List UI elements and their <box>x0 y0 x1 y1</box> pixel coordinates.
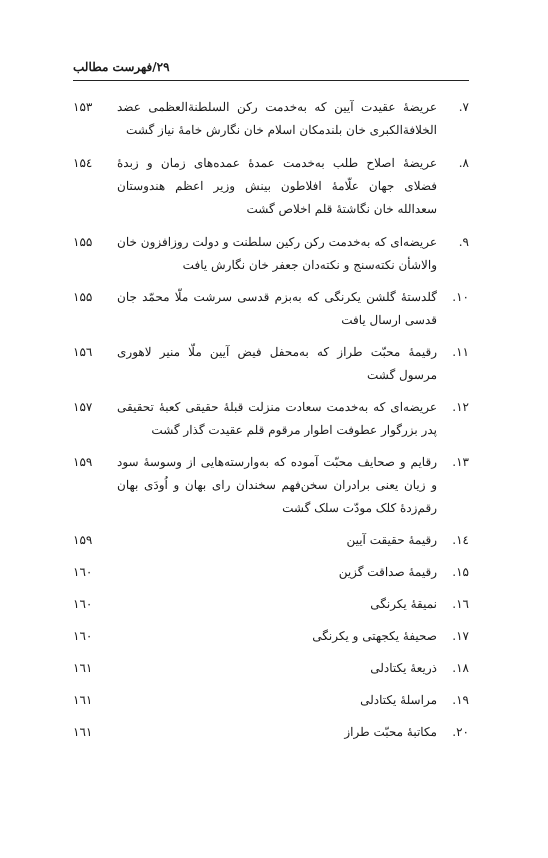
entry-number: ۲۰. <box>452 725 469 739</box>
toc-entry <box>73 286 469 332</box>
entry-page: ۱۵۵ <box>73 290 93 304</box>
toc-entry <box>73 96 469 142</box>
entry-page: ۱٦۱ <box>73 693 93 707</box>
entry-page: ۱۵۹ <box>73 533 93 547</box>
entry-number: ۸. <box>458 156 469 170</box>
toc-entry <box>73 689 469 712</box>
entry-number: ۱٦. <box>452 597 469 611</box>
entry-title: رقیمهٔ صداقت گزین <box>338 565 437 579</box>
entry-page: ۱٦۱ <box>73 725 93 739</box>
entry-number: ۱۹. <box>452 693 469 707</box>
toc-entry <box>73 593 469 616</box>
toc-entry <box>73 152 469 221</box>
entry-title: ذریعهٔ یکتادلی <box>370 661 437 675</box>
entry-title: گلدستهٔ گلشن یکرنگی که به‌بزم قدسی سرشت ملّا محمّد جان قدسی ارسال یافت <box>117 290 437 327</box>
entry-page: ۱۵۷ <box>73 400 93 414</box>
entry-page: ۱۵٦ <box>73 345 93 359</box>
entry-title: مکاتبهٔ محبّت طراز <box>344 725 437 739</box>
toc-entry <box>73 451 469 520</box>
running-head: ۲۹/فهرست مطالب <box>73 60 170 74</box>
entry-title: عریضه‌ای که به‌خدمت سعادت منزلت قبلهٔ حقیقی کعبهٔ تحقیقی پدر بزرگوار عطوفت اطوار مرقوم قلم عقیدت گذار گشت <box>117 400 437 437</box>
entry-title: عریضه‌ای که به‌خدمت رکن رکین سلطنت و دولت روزافزون خان والاشأن نکته‌سنج و نکته‌دان جعفر خان نگارش یافت <box>117 235 437 272</box>
entry-page: ۱٦۰ <box>73 597 93 611</box>
entry-number: ۱۲. <box>452 400 469 414</box>
page-header <box>73 58 469 81</box>
toc-entry <box>73 396 469 442</box>
entry-page: ۱٦۰ <box>73 565 93 579</box>
toc-entry <box>73 657 469 680</box>
table-of-contents <box>73 96 469 744</box>
entry-number: ۱۵. <box>452 565 469 579</box>
entry-page: ۱۵۳ <box>73 100 93 114</box>
entry-title: مراسلهٔ یکتادلی <box>360 693 437 707</box>
entry-title: عریضهٔ عقیدت آیین که به‌خدمت رکن السلطنةالعظمی عضد الخلافةالکبری خان بلندمکان اسلام خان نگارش خامهٔ نیاز گشت <box>117 100 437 137</box>
entry-number: ۱٤. <box>452 533 469 547</box>
toc-entry <box>73 231 469 277</box>
toc-entry <box>73 341 469 387</box>
entry-number: ۱۳. <box>452 455 469 469</box>
entry-page: ۱٦۱ <box>73 661 93 675</box>
entry-title: عریضهٔ اصلاح طلب به‌خدمت عمدهٔ عمده‌های زمان و زبدهٔ فضلای جهان علّامهٔ افلاطون بینش وزیر اعظم هندوستان سعدالله خان نگاشتهٔ قلم اخلاص گشت <box>117 156 437 216</box>
entry-number: ۱۰. <box>452 290 469 304</box>
entry-title: صحیفهٔ یکجهتی و یکرنگی <box>312 629 437 643</box>
toc-entry <box>73 721 469 744</box>
entry-page: ۱۵٤ <box>73 156 93 170</box>
entry-number: ۱۱. <box>452 345 469 359</box>
toc-entry <box>73 625 469 648</box>
entry-number: ۹. <box>458 235 469 249</box>
entry-title: رقیمهٔ حقیقت آیین <box>346 533 437 547</box>
entry-number: ۱۸. <box>452 661 469 675</box>
entry-page: ۱۵۵ <box>73 235 93 249</box>
entry-page: ۱۵۹ <box>73 455 93 469</box>
entry-title: رقایم و صحایف محبّت آموده که به‌وارسته‌هایی از وسوسهٔ سود و زیان یعنی برادران سخن‌فهم سخندان رای بهان و اُودَی بهان رقم‌زدهٔ کلک مودّت سلک گشت <box>117 455 437 515</box>
toc-entry <box>73 529 469 552</box>
entry-title: نمیقهٔ یکرنگی <box>370 597 437 611</box>
entry-title: رقیمهٔ محبّت طراز که به‌محفل فیض آیین ملّا منیر لاهوری مرسول گشت <box>117 345 437 382</box>
entry-page: ۱٦۰ <box>73 629 93 643</box>
entry-number: ۷. <box>458 100 469 114</box>
toc-entry <box>73 561 469 584</box>
entry-number: ۱۷. <box>452 629 469 643</box>
